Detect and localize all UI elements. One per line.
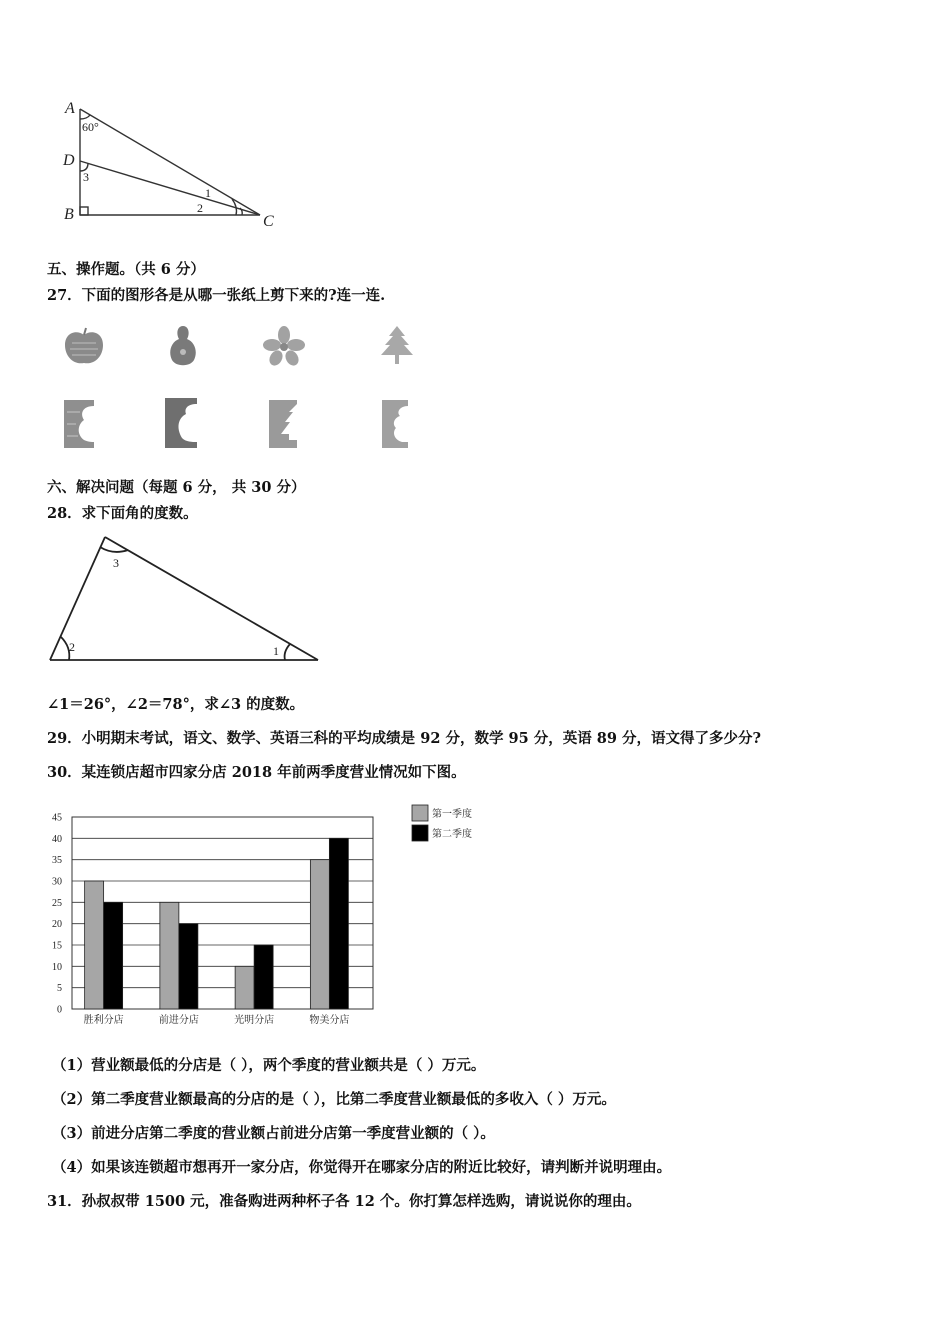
tree-cutout-icon — [377, 323, 417, 367]
question-30-sub2: （2）第二季度营业额最高的分店的是（ ），比第二季度营业额最低的多收入（ ）万元。 — [52, 1091, 616, 1108]
bar-2-3 — [254, 945, 273, 1009]
paper-sheet-3-icon — [267, 398, 301, 450]
legend-swatch — [412, 805, 428, 821]
label-angle-2: 2 — [197, 201, 203, 215]
bar-1-2 — [160, 902, 179, 1009]
label-d: D — [63, 152, 75, 169]
y-tick-label: 30 — [52, 876, 62, 888]
y-tick-label: 5 — [57, 983, 62, 995]
legend-label: 第一季度 — [432, 809, 472, 820]
label-a: A — [65, 100, 75, 117]
label-angle-3: 3 — [113, 556, 119, 570]
label-angle-1: 1 — [205, 186, 211, 200]
angle-a-arc — [80, 115, 90, 119]
legend-swatch — [412, 825, 428, 841]
x-category-label: 光明分店 — [234, 1015, 275, 1026]
section5-heading: 五、操作题。（共 6 分） — [47, 261, 205, 278]
x-category-label: 物美分店 — [309, 1015, 350, 1026]
triangle-angles-figure — [45, 533, 330, 668]
question-30-sub1: （1）营业额最低的分店是（ ），两个季度的营业额共是（ ）万元。 — [52, 1057, 486, 1074]
apple-cutout-icon — [62, 325, 106, 369]
y-tick-label: 15 — [52, 940, 62, 952]
paper-sheet-4-icon — [380, 398, 412, 450]
right-angle-mark — [80, 207, 88, 215]
section6-heading: 六、解决问题（每题 6 分， 共 30 分） — [47, 479, 306, 496]
question-27: 27．下面的图形各是从哪一张纸上剪下来的?连一连. — [47, 287, 386, 304]
bar-1-1 — [85, 881, 104, 1009]
y-tick-label: 25 — [52, 897, 62, 909]
y-tick-label: 40 — [52, 833, 62, 845]
question-28: 28．求下面角的度数。 — [47, 505, 198, 522]
label-c: C — [263, 213, 274, 230]
y-tick-label: 45 — [52, 812, 62, 824]
x-category-label: 前进分店 — [158, 1015, 199, 1026]
gourd-cutout-icon — [163, 322, 203, 370]
bar-2-4 — [329, 838, 348, 1009]
label-b: B — [64, 206, 74, 223]
y-tick-label: 10 — [52, 961, 62, 973]
paper-sheet-1-icon — [62, 398, 98, 450]
question-30-sub3: （3）前进分店第二季度的营业额占前进分店第一季度营业额的（ ）。 — [52, 1125, 495, 1142]
bar-1-4 — [310, 860, 329, 1009]
angle-1-arc — [285, 644, 290, 660]
label-angle-1: 1 — [273, 644, 279, 658]
question-31: 31．孙叔叔带 1500 元，准备购进两种杯子各 12 个。你打算怎样选购，请说说你的理由。 — [47, 1193, 641, 1210]
question-29: 29．小明期末考试，语文、数学、英语三科的平均成绩是 92 分，数学 95 分，英语 89 分，语文得了多少分? — [47, 730, 761, 747]
bar-1-3 — [235, 966, 254, 1009]
label-angle-3: 3 — [83, 170, 89, 184]
x-category-label: 胜利分店 — [83, 1015, 124, 1026]
legend-label: 第二季度 — [432, 829, 472, 840]
question-28-given: ∠1＝26°，∠2＝78°，求∠3 的度数。 — [47, 696, 305, 713]
y-tick-label: 0 — [57, 1004, 62, 1016]
y-tick-label: 20 — [52, 919, 62, 931]
segment-dc — [80, 161, 260, 215]
question-30-sub4: （4）如果该连锁超市想再开一家分店，你觉得开在哪家分店的附近比较好，请判断并说明理由。 — [52, 1159, 672, 1176]
bar-2-1 — [104, 902, 123, 1009]
bar-2-2 — [179, 924, 198, 1009]
question-30: 30．某连锁店超市四家分店 2018 年前两季度营业情况如下图。 — [47, 764, 466, 781]
triangle-abc-figure — [55, 95, 295, 235]
sales-bar-chart — [40, 795, 500, 1030]
y-tick-label: 35 — [52, 855, 62, 867]
segment-ac — [80, 109, 260, 215]
label-angle-2: 2 — [69, 640, 75, 654]
paper-sheet-2-icon — [162, 396, 200, 450]
flower-cutout-icon — [262, 325, 306, 367]
label-angle-a: 60° — [82, 120, 99, 134]
